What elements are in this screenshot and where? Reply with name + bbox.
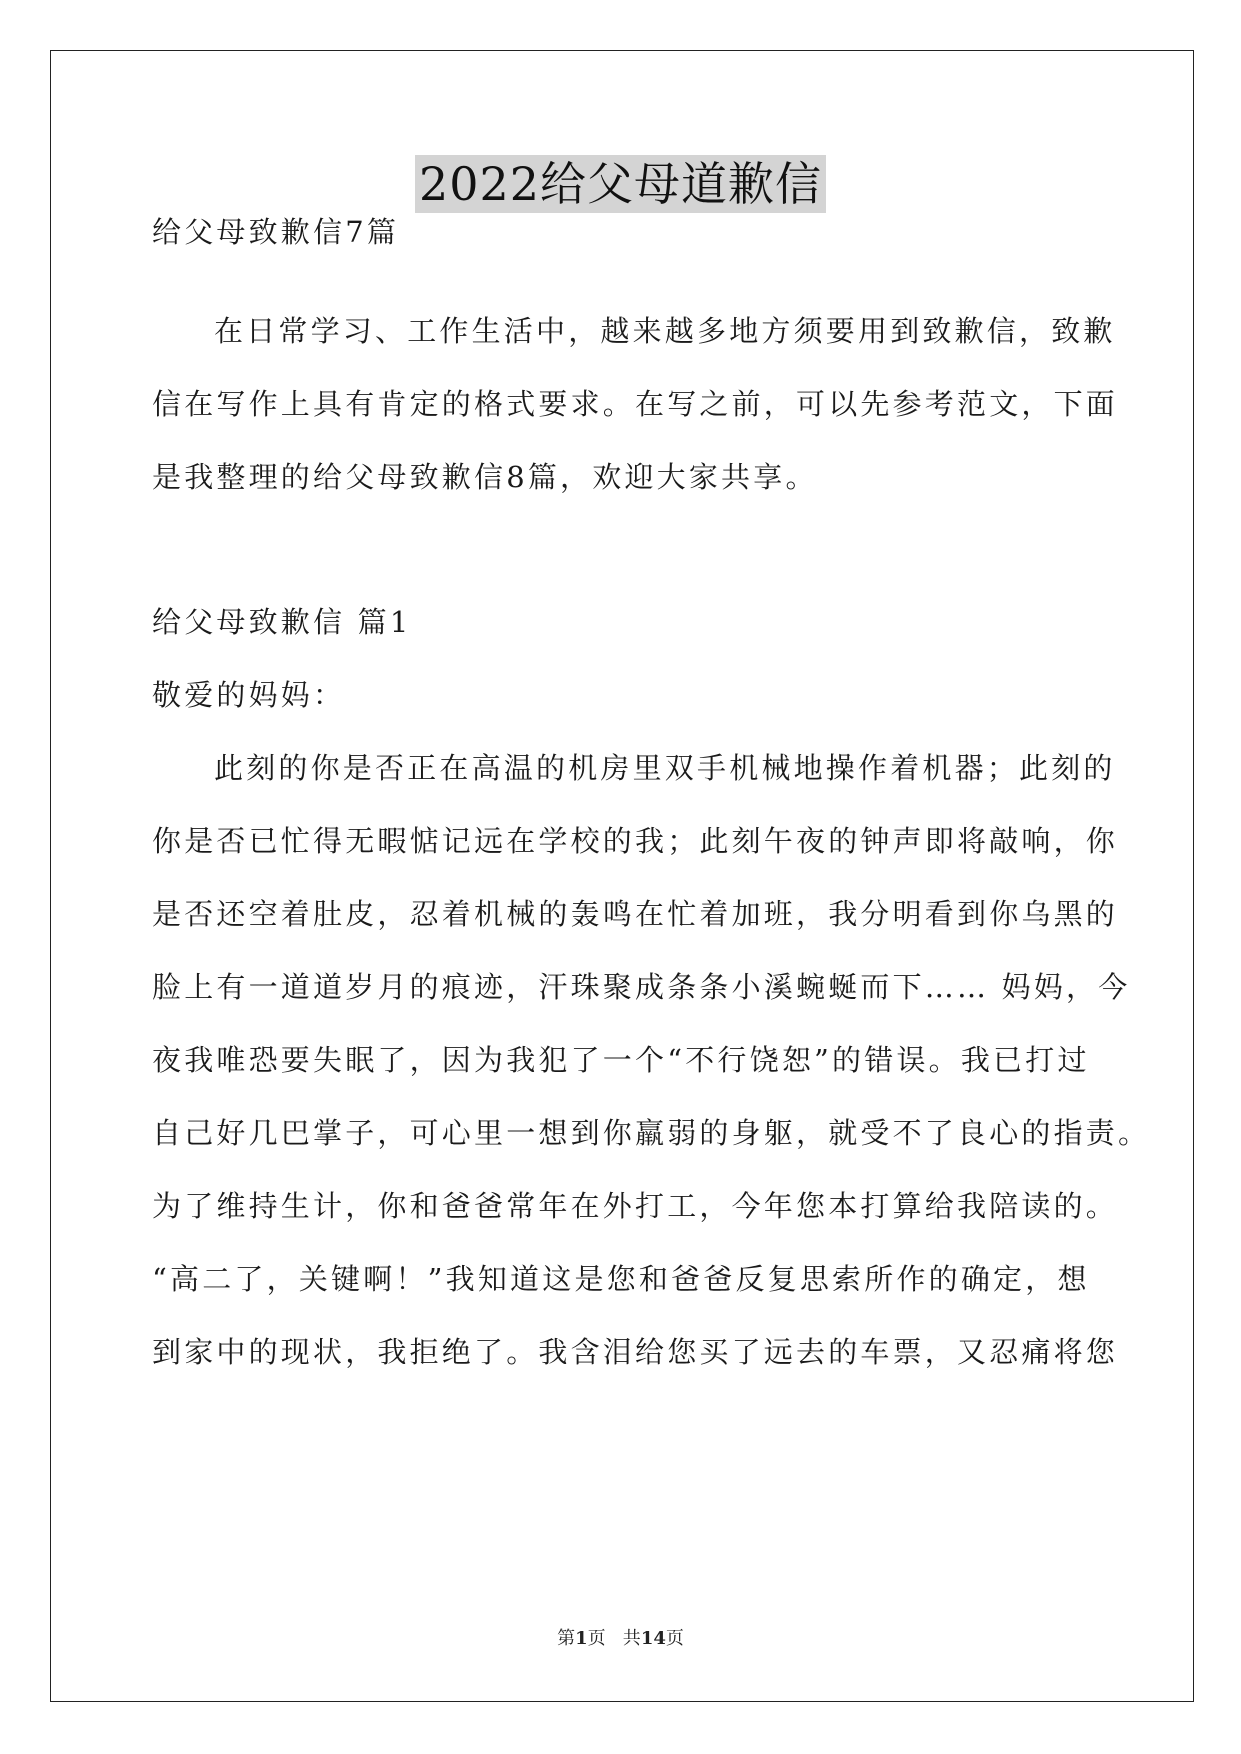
intro-line: 在日常学习、工作生活中，越来越多地方须要用到致歉信，致歉 [214, 314, 1116, 348]
title-container [0, 155, 1241, 213]
body-line: 夜我唯恐要失眠了，因为我犯了一个“不行饶恕”的错误。我已打过 [152, 1043, 1090, 1077]
salutation: 敬爱的妈妈： [152, 678, 346, 712]
body-line: 到家中的现状，我拒绝了。我含泪给您买了远去的车票，又忍痛将您 [152, 1335, 1119, 1369]
document-title: 2022给父母道歉信 [415, 155, 826, 213]
total-page-count: 14 [640, 1628, 666, 1649]
footer-prefix: 第 [557, 1628, 576, 1649]
body-line: 是否还空着肚皮，忍着机械的轰鸣在忙着加班，我分明看到你乌黑的 [152, 897, 1119, 931]
body-line: 自己好几巴掌子，可心里一想到你羸弱的身躯，就受不了良心的指责。 [152, 1116, 1151, 1150]
body-line: “高二了，关键啊！”我知道这是您和爸爸反复思索所作的确定，想 [152, 1262, 1090, 1296]
current-page-number: 1 [575, 1628, 588, 1649]
footer-suffix: 页 [665, 1628, 684, 1649]
body-line: 你是否已忙得无暇惦记远在学校的我；此刻午夜的钟声即将敲响，你 [152, 824, 1119, 858]
intro-line: 是我整理的给父母致歉信8篇，欢迎大家共享。 [152, 460, 818, 494]
intro-line: 信在写作上具有肯定的格式要求。在写之前，可以先参考范文，下面 [152, 387, 1119, 421]
document-subtitle: 给父母致歉信7篇 [152, 215, 400, 249]
section-heading: 给父母致歉信 篇1 [152, 605, 412, 639]
body-line: 脸上有一道道岁月的痕迹，汗珠聚成条条小溪蜿蜒而下…… 妈妈，今 [152, 970, 1131, 1004]
body-line: 为了维持生计，你和爸爸常年在外打工，今年您本打算给我陪读的。 [152, 1189, 1119, 1223]
footer-mid: 页 共 [587, 1628, 641, 1649]
page-border [50, 50, 1194, 1702]
body-line: 此刻的你是否正在高温的机房里双手机械地操作着机器；此刻的 [214, 751, 1116, 785]
page-footer [0, 1628, 1241, 1650]
